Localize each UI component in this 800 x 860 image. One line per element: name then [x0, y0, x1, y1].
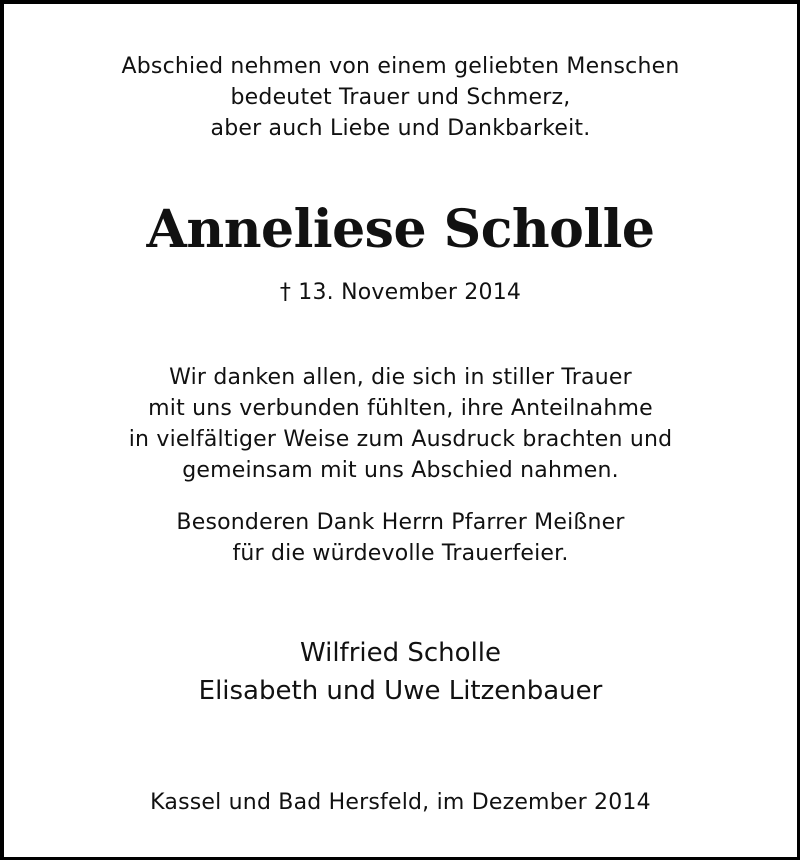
place-date: Kassel und Bad Hersfeld, im Dezember 2014: [150, 790, 651, 815]
deceased-name: Anneliese Scholle: [146, 199, 655, 260]
intro-line: aber auch Liebe und Dankbarkeit.: [210, 116, 591, 141]
special-thanks: [4, 507, 797, 569]
thanks-text: [4, 362, 797, 486]
thanks-line: Wir danken allen, die sich in stiller Trauer: [169, 365, 632, 390]
special-thanks-line: Besonderen Dank Herrn Pfarrer Meißner: [176, 510, 625, 535]
thanks-line: in vielfältiger Weise zum Ausdruck brachten und: [128, 427, 673, 452]
thanks-line: mit uns verbunden fühlten, ihre Anteilnahme: [148, 396, 653, 421]
thanks-line: gemeinsam mit uns Abschied nahmen.: [182, 458, 619, 483]
mourners: [4, 634, 797, 710]
intro-line: bedeutet Trauer und Schmerz,: [230, 85, 571, 110]
intro-line: Abschied nehmen von einem geliebten Menschen: [121, 54, 680, 79]
special-thanks-line: für die würdevolle Trauerfeier.: [232, 541, 569, 566]
mourner-name: Wilfried Scholle: [299, 638, 502, 668]
mourner-name: Elisabeth und Uwe Litzenbauer: [198, 676, 603, 706]
intro-verse: [4, 51, 797, 144]
death-date: † 13. November 2014: [279, 280, 522, 305]
